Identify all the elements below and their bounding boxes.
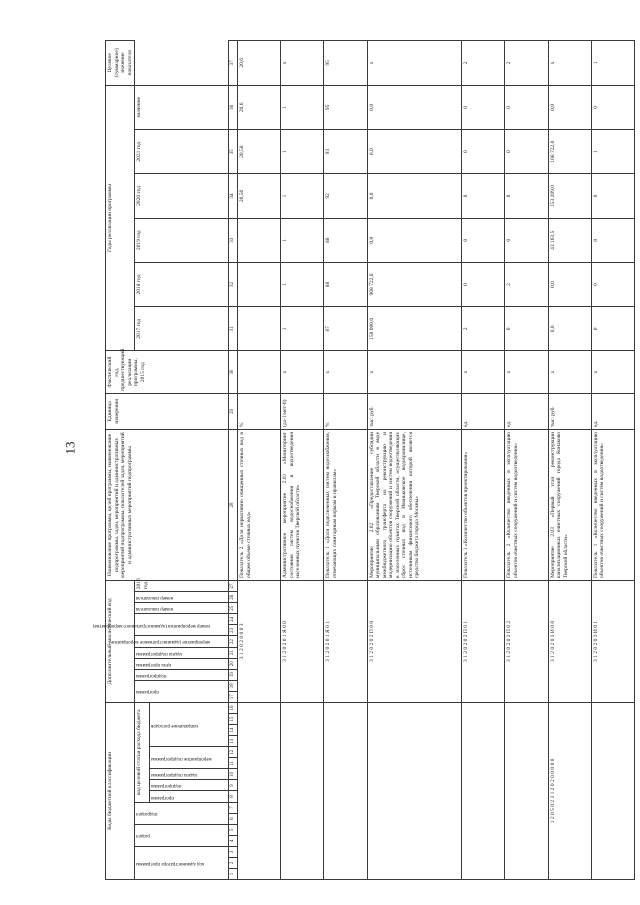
year-value-cell: 2 bbox=[505, 262, 548, 306]
table-row bbox=[548, 41, 591, 880]
year-value-cell: 1 bbox=[281, 307, 324, 351]
year-value-cell: 93 bbox=[324, 129, 367, 173]
table-body bbox=[238, 41, 635, 880]
table-row bbox=[281, 41, 324, 880]
column-number: 26 bbox=[229, 592, 238, 603]
fact-cell: х bbox=[548, 351, 591, 393]
year-value-cell: 1 bbox=[281, 129, 324, 173]
year-value-cell: 0,0 bbox=[367, 174, 462, 218]
year-value-cell: 0,0 bbox=[548, 85, 591, 129]
program-table bbox=[92, 40, 635, 880]
year-value-cell: 0 bbox=[591, 262, 634, 306]
column-number: 3 bbox=[229, 846, 238, 857]
fact-cell: х bbox=[324, 351, 367, 393]
year-value-cell: 1 bbox=[591, 129, 634, 173]
column-number: 6 bbox=[229, 813, 238, 824]
year-value-cell: 0 bbox=[505, 129, 548, 173]
program-table-frame bbox=[92, 40, 635, 880]
header-year-2019: 2019 год bbox=[135, 218, 229, 262]
year-value-cell: 20,58 bbox=[238, 129, 281, 173]
column-number: 4 bbox=[229, 835, 238, 846]
fact-cell: х bbox=[591, 351, 634, 393]
unit-cell: тыс. руб. bbox=[548, 393, 591, 429]
name-cell: Показатель 2 «Количество введенных в эксплуатацию объектов очистных сооружений и систем водоотведения» bbox=[505, 429, 548, 580]
year-value-cell: 0 bbox=[462, 129, 505, 173]
unit-cell: (да-1/нет-0) bbox=[281, 393, 324, 429]
year-value-cell: 0,0 bbox=[548, 262, 591, 306]
target-value-cell: х bbox=[281, 41, 324, 86]
year-value-cell: 92 bbox=[324, 174, 367, 218]
target-value-cell: 95 bbox=[324, 41, 367, 86]
header-section: раздел bbox=[135, 824, 229, 846]
year-value-cell: 0 bbox=[462, 218, 505, 262]
unit-cell: ед. bbox=[505, 393, 548, 429]
target-value-cell: 20,6 bbox=[238, 41, 281, 86]
target-value-cell: х bbox=[548, 41, 591, 86]
header-ta-task: задача подпрограммы bbox=[150, 769, 229, 780]
fact-cell: х bbox=[505, 351, 548, 393]
year-value-cell: 2 bbox=[462, 307, 505, 351]
target-value-cell: 2 bbox=[505, 41, 548, 86]
column-number: 21 bbox=[229, 647, 238, 658]
budget-code-cell bbox=[238, 702, 281, 879]
year-value-cell: 1 bbox=[281, 218, 324, 262]
header-year-2020: 2020 год bbox=[135, 174, 229, 218]
column-number: 9 bbox=[229, 780, 238, 791]
column-number: 32 bbox=[229, 262, 238, 306]
budget-code-cell bbox=[591, 702, 634, 879]
unit-cell: ед. bbox=[591, 393, 634, 429]
column-number: 5 bbox=[229, 824, 238, 835]
unit-cell: % bbox=[238, 393, 281, 429]
year-value-cell: 1 bbox=[281, 85, 324, 129]
extra-code-cell: 3 1 2 0 2 0 3 И 0 1 bbox=[591, 581, 634, 703]
column-number: 15 bbox=[229, 714, 238, 725]
extra-code-cell: 3 1 2 0 2 0 2 П 0 2 bbox=[505, 581, 548, 703]
target-value-cell: х bbox=[367, 41, 462, 86]
year-value-cell: 88 bbox=[324, 262, 367, 306]
year-value-cell: 108 722,0 bbox=[548, 129, 591, 173]
unit-cell: % bbox=[324, 393, 367, 429]
header-target-value: значение bbox=[135, 85, 229, 129]
year-value-cell: 95 bbox=[324, 85, 367, 129]
year-value-cell: 150 000,0 bbox=[367, 307, 462, 351]
year-value-cell: 87 bbox=[324, 307, 367, 351]
budget-code-cell bbox=[367, 702, 462, 879]
year-value-cell: 0,0 bbox=[548, 307, 591, 351]
header-d-task: задача подпрограммы bbox=[135, 647, 229, 658]
header-budget-codes: Коды бюджетной классификации bbox=[106, 702, 135, 879]
budget-code-cell bbox=[324, 702, 367, 879]
year-value-cell: 0,0 bbox=[367, 218, 462, 262]
header-d-indicator: номер показателя bbox=[135, 603, 229, 614]
header-d-program: программа bbox=[135, 680, 229, 702]
column-number: 31 bbox=[229, 307, 238, 351]
header-program-code: код администратора программы bbox=[135, 846, 229, 879]
year-value-cell: 0 bbox=[462, 262, 505, 306]
unit-cell: тыс. руб. bbox=[367, 393, 462, 429]
extra-code-cell: 3 1 2 0 2 0 3 И 0 0 bbox=[548, 581, 591, 703]
year-value-cell: 908 722,0 bbox=[367, 262, 462, 306]
header-year-2017: 2017 год bbox=[135, 307, 229, 351]
column-number: 17 bbox=[229, 691, 238, 702]
page-number: 13 bbox=[62, 441, 78, 455]
year-value-cell: 1 bbox=[281, 262, 324, 306]
header-d-subprogram: подпрограмма bbox=[135, 669, 229, 680]
year-value-cell: 0 bbox=[591, 307, 634, 351]
budget-code-cell bbox=[505, 702, 548, 879]
target-value-cell: 2 bbox=[462, 41, 505, 86]
column-number: 10 bbox=[229, 769, 238, 780]
column-number: 37 bbox=[229, 41, 238, 86]
column-number: 19 bbox=[229, 669, 238, 680]
header-name: Наименование программы, целей программы, наименование подпрограммы, задач, мероприятий и административных мероприятий подпрограммы, показателей задач, мероприятий и административных мероприятий подпрограммы bbox=[106, 429, 229, 580]
fact-cell: х bbox=[367, 351, 462, 393]
header-fact-year: Фактический год, предшествующий реализации программы, 2015 год bbox=[106, 351, 229, 393]
extra-code-cell: 3 1 2 0 2 0 1 Я 0 1 bbox=[324, 581, 367, 703]
column-number: 16 bbox=[229, 702, 238, 713]
target-value-cell: 1 bbox=[591, 41, 634, 86]
header-year-2021: 2021 год bbox=[135, 129, 229, 173]
name-cell: Показатель 2 «Доля нормативно очищенных сточных вод в общем объеме сточных вод» bbox=[238, 429, 281, 580]
column-number: 1 bbox=[229, 868, 238, 879]
year-value-cell: 0 bbox=[505, 218, 548, 262]
year-value-cell: 0 bbox=[591, 218, 634, 262]
year-value-cell: 0 bbox=[591, 85, 634, 129]
budget-code-cell bbox=[462, 702, 505, 879]
column-number: 36 bbox=[229, 85, 238, 129]
year-value-cell: 0 bbox=[505, 174, 548, 218]
name-cell: Показатель 1 «Доля подключенных систем водоснабжения, отвечающих санитарным нормам и правилам» bbox=[324, 429, 367, 580]
year-value-cell: 0 bbox=[462, 174, 505, 218]
name-cell: Показатель 1 «Количество объектов проектирования» bbox=[462, 429, 505, 580]
year-value-cell: 0,0 bbox=[367, 85, 462, 129]
year-value-cell bbox=[238, 307, 281, 351]
unit-cell: ед. bbox=[462, 393, 505, 429]
column-number: 34 bbox=[229, 174, 238, 218]
rotated-table-wrapper bbox=[92, 40, 635, 880]
column-number: 14 bbox=[229, 725, 238, 736]
column-number: 29 bbox=[229, 393, 238, 429]
year-value-cell: 20,6 bbox=[238, 85, 281, 129]
fact-cell: х bbox=[462, 351, 505, 393]
column-number: 23 bbox=[229, 625, 238, 636]
column-number: 20 bbox=[229, 658, 238, 669]
extra-code-cell: 3 1 2 0 2 0 0 0 3 bbox=[238, 581, 281, 703]
header-unit: Единица измерения bbox=[106, 393, 229, 429]
column-number: 2 bbox=[229, 857, 238, 868]
column-number: 28 bbox=[229, 429, 238, 580]
column-number: 22 bbox=[229, 636, 238, 647]
column-number: 30 bbox=[229, 351, 238, 393]
header-ta-event: мероприятие подпрограммы bbox=[150, 747, 229, 769]
column-number: 13 bbox=[229, 736, 238, 747]
column-number: 27 bbox=[229, 581, 238, 592]
table-row bbox=[238, 41, 281, 880]
table-row bbox=[324, 41, 367, 880]
column-number: 7 bbox=[229, 802, 238, 813]
column-number-row bbox=[229, 41, 238, 880]
header-d-goal: цель программы bbox=[135, 658, 229, 669]
header-d-event-number: номер мероприятия (административного мероприятия) bbox=[135, 614, 229, 636]
header-ta-direction: направление расходов bbox=[150, 702, 229, 746]
header-extra-code: Дополнительный аналитический код bbox=[106, 581, 135, 703]
header-ta-program: программа bbox=[150, 791, 229, 802]
header-subsection: подраздел bbox=[135, 802, 229, 824]
column-number: 18 bbox=[229, 680, 238, 691]
column-number: 8 bbox=[229, 791, 238, 802]
header-d-indicator-number: номер показателя bbox=[135, 592, 229, 603]
column-number: 35 bbox=[229, 129, 238, 173]
column-number: 24 bbox=[229, 614, 238, 625]
column-number: 12 bbox=[229, 747, 238, 758]
header-year-2016: 2016 год bbox=[135, 581, 229, 592]
year-value-cell: 0 bbox=[591, 174, 634, 218]
header-year-2018: 2018 год bbox=[135, 262, 229, 306]
header-target-group: Целевое (суммарное) значение показателя bbox=[106, 41, 135, 86]
extra-code-cell: 3 1 2 0 2 0 1 Я 0 0 bbox=[281, 581, 324, 703]
year-value-cell bbox=[238, 218, 281, 262]
name-cell: Показатель 1 «Количество введенных в эксплуатацию объектов очистных сооружений и систем водоотведения» bbox=[591, 429, 634, 580]
name-cell: Мероприятие 2.02 «Предоставление субсидии муниципальным образованиям Тверской области в виде межбюджетного трансферта на реконструкцию и модернизацию объектов сооружений и систем водоотведения в населенных пунктах Тверской области, осуществляющих сброс сточных вод в Иваньковское водохранилище, источником финансового обеспечения которой является средства бюджета города Москвы» bbox=[367, 429, 462, 580]
year-value-cell: 0 bbox=[505, 85, 548, 129]
fact-cell: х bbox=[281, 351, 324, 393]
header-d-event: мероприятие (административное мероприятие) bbox=[135, 636, 229, 647]
year-value-cell: 88 bbox=[324, 218, 367, 262]
year-value-cell: 1 bbox=[281, 174, 324, 218]
year-value-cell: 0 bbox=[505, 307, 548, 351]
table-row bbox=[367, 41, 462, 880]
year-value-cell: 153 209,0 bbox=[548, 174, 591, 218]
header-ta-subprogram: подпрограмма bbox=[150, 780, 229, 791]
table-row bbox=[505, 41, 548, 880]
year-value-cell: 43 163,5 bbox=[548, 218, 591, 262]
column-number: 33 bbox=[229, 218, 238, 262]
extra-code-cell: 3 1 2 0 2 0 2 П 0 1 bbox=[462, 581, 505, 703]
table-row bbox=[462, 41, 505, 880]
year-value-cell: 0,0 bbox=[367, 129, 462, 173]
extra-code-cell: 3 1 2 0 2 0 2 П 0 0 bbox=[367, 581, 462, 703]
budget-code-cell: 1 2 0 5 0 2 3 1 2 0 2 0 0 0 0 0 bbox=[548, 702, 591, 879]
name-cell: Мероприятие 2.03 «Первый этап реконструкции канализационных очистных сооружений города Конаково Тверской области» bbox=[548, 429, 591, 580]
header-years-group: Годы реализации программы bbox=[106, 85, 135, 351]
column-number: 25 bbox=[229, 603, 238, 614]
year-value-cell: 0 bbox=[462, 85, 505, 129]
fact-cell bbox=[238, 351, 281, 393]
year-value-cell bbox=[238, 262, 281, 306]
name-cell: Административное мероприятие 2.01 «Мониторинг состояния систем водоснабжения и водоотведения населенных пунктов Тверской области» bbox=[281, 429, 324, 580]
budget-code-cell bbox=[281, 702, 324, 879]
column-number: 11 bbox=[229, 758, 238, 769]
header-target-article: код целевой статьи расхода бюджета bbox=[135, 702, 150, 802]
year-value-cell: 20,56 bbox=[238, 174, 281, 218]
table-row bbox=[591, 41, 634, 880]
